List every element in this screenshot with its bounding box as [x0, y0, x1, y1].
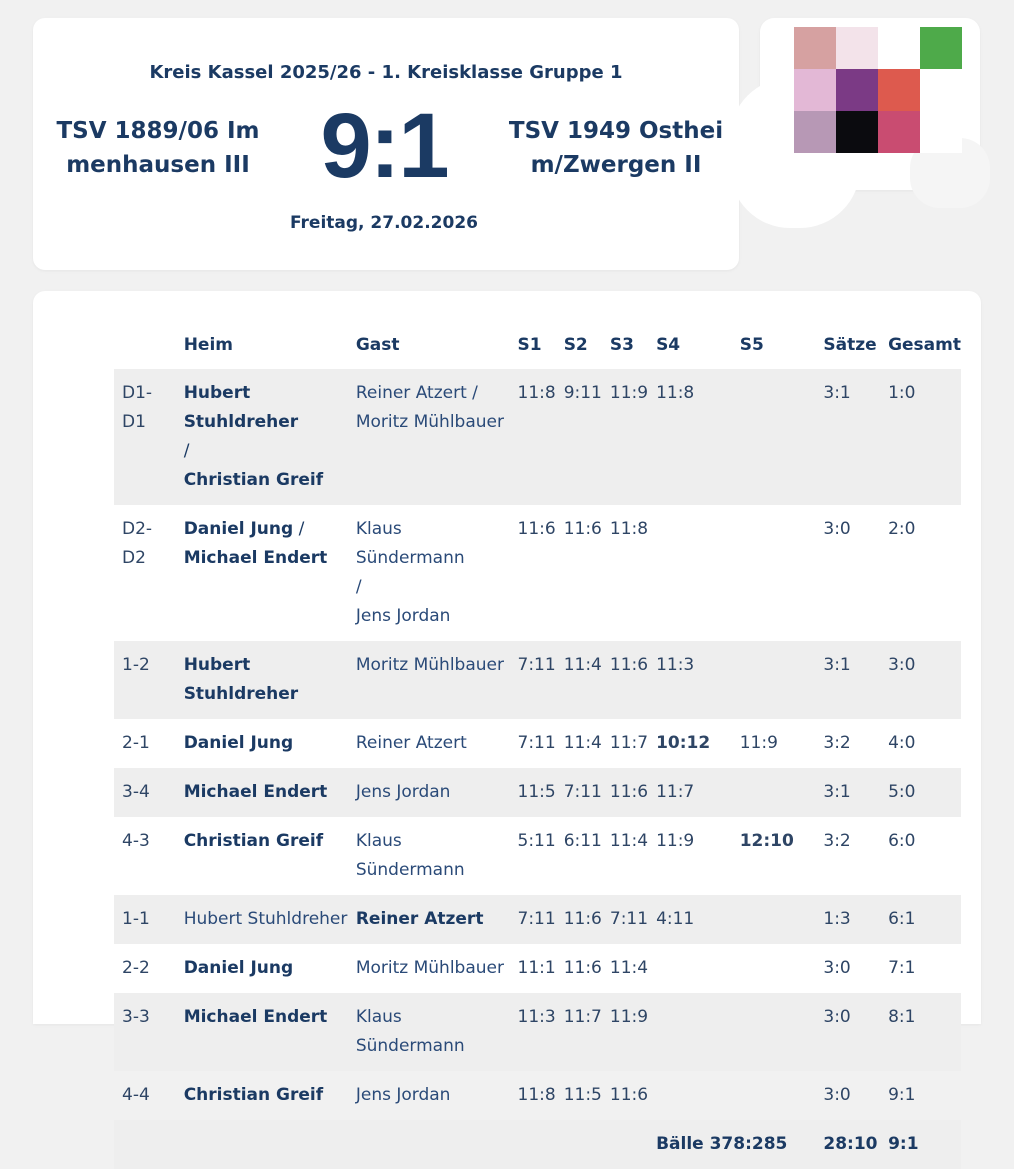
match-code-line: D2 — [122, 548, 146, 568]
logo-cell — [878, 27, 920, 69]
home-player-link[interactable]: Michael Endert — [176, 768, 348, 817]
table-row — [114, 944, 961, 993]
home-player-link[interactable]: Christian Greif — [183, 831, 324, 851]
match-code — [114, 505, 176, 641]
sets-result: 1:3 — [815, 895, 880, 944]
logo-cell — [878, 69, 920, 111]
logo-cell — [920, 69, 962, 111]
running-total: 2:0 — [888, 519, 916, 539]
set-score-s5 — [732, 768, 816, 817]
match-code: 2-1 — [122, 733, 150, 753]
home-players — [176, 505, 348, 641]
sets-result: 3:1 — [815, 768, 880, 817]
set-score-s2: 11:4 — [563, 733, 602, 753]
guest-player-link[interactable]: Klaus Sündermann — [355, 831, 465, 880]
running-total: 6:1 — [880, 895, 961, 944]
home-players — [176, 369, 348, 505]
guest-player-link[interactable]: Jens Jordan — [348, 768, 510, 817]
set-score-s5 — [732, 944, 816, 993]
set-score-s5 — [732, 505, 816, 641]
match-code: 3-3 — [114, 993, 176, 1071]
table-row — [114, 817, 961, 895]
guest-player-link[interactable]: Reiner Atzert — [348, 895, 510, 944]
set-score-s5: 12:10 — [739, 831, 794, 851]
club-logo-card — [760, 18, 980, 190]
guest-player-link[interactable]: Klaus Sündermann — [348, 993, 510, 1071]
column-header-s2: S2 — [563, 335, 588, 355]
table-row — [114, 369, 961, 505]
running-total: 8:1 — [880, 993, 961, 1071]
set-score-s4 — [648, 944, 732, 993]
table-row — [114, 768, 961, 817]
home-player-link[interactable]: Daniel Jung — [183, 958, 294, 978]
home-player-link[interactable]: Christian Greif — [183, 470, 324, 490]
column-header-s4: S4 — [656, 335, 681, 355]
guest-player-link[interactable]: Jens Jordan — [355, 606, 451, 626]
match-code: 3-4 — [114, 768, 176, 817]
set-score-s1: 11:8 — [517, 1085, 556, 1105]
sets-result: 3:0 — [815, 993, 880, 1071]
table-footer-row — [114, 1120, 961, 1169]
match-code: 1-2 — [114, 641, 176, 719]
set-score-s3: 11:7 — [609, 733, 649, 753]
match-code-line: D2- — [122, 519, 153, 539]
match-score: 9:1 — [320, 95, 448, 197]
set-score-s1: 7:11 — [517, 733, 556, 753]
set-score-s4 — [648, 1071, 732, 1120]
set-score-s3: 11:6 — [602, 768, 648, 817]
table-row — [114, 641, 961, 719]
total-balls: Bälle 378:285 — [648, 1120, 815, 1169]
player-separator: / — [355, 577, 362, 597]
match-code: 4-3 — [122, 831, 150, 851]
column-header-s3: S3 — [609, 335, 634, 355]
player-separator: / — [183, 441, 190, 461]
sets-result: 3:1 — [815, 369, 880, 505]
table-row — [114, 505, 961, 641]
set-score-s2: 11:7 — [556, 993, 602, 1071]
guest-player-link[interactable]: Moritz Mühlbauer — [355, 958, 504, 978]
set-score-s3: 11:9 — [602, 993, 648, 1071]
running-total: 9:1 — [888, 1085, 916, 1105]
set-score-s1: 7:11 — [510, 641, 556, 719]
set-score-s4: 11:9 — [656, 831, 695, 851]
match-code: 4-4 — [122, 1085, 150, 1105]
set-score-s3: 11:6 — [602, 641, 648, 719]
set-score-s5 — [732, 641, 816, 719]
logo-cell — [920, 27, 962, 69]
table-row — [114, 1071, 961, 1120]
guest-player-link[interactable]: Klaus Sündermann — [355, 519, 465, 568]
sets-result: 3:2 — [823, 733, 851, 753]
table-row — [114, 993, 961, 1071]
home-player-link[interactable]: Daniel Jung — [183, 733, 294, 753]
set-score-s3: 11:6 — [609, 1085, 649, 1105]
total-sets: 28:10 — [815, 1120, 880, 1169]
home-player-link[interactable]: Daniel Jung — [183, 519, 294, 539]
set-score-s4: 4:11 — [648, 895, 732, 944]
set-score-s1: 11:1 — [517, 958, 556, 978]
league-title: Kreis Kassel 2025/26 - 1. Kreisklasse Gruppe 1 — [149, 62, 623, 83]
running-total: 4:0 — [888, 733, 916, 753]
running-total: 5:0 — [880, 768, 961, 817]
table-header-row — [114, 321, 961, 369]
set-score-s1: 11:5 — [510, 768, 556, 817]
set-score-s4: 11:8 — [648, 369, 732, 505]
sets-result: 3:1 — [815, 641, 880, 719]
set-score-s5 — [732, 1071, 816, 1120]
home-player-link[interactable]: Hubert Stuhldreher — [183, 383, 299, 432]
set-score-s4 — [648, 993, 732, 1071]
set-score-s3: 7:11 — [602, 895, 648, 944]
column-header-gesamt: Gesamt — [888, 335, 961, 355]
home-team-line2: menhausen III — [66, 152, 250, 178]
guest-player-link[interactable]: Reiner Atzert — [355, 733, 467, 753]
sets-result: 3:0 — [823, 958, 851, 978]
set-score-s3: 11:9 — [602, 369, 648, 505]
logo-cell — [878, 111, 920, 153]
column-header-s1: S1 — [517, 335, 542, 355]
home-player-link[interactable]: Michael Endert — [176, 993, 348, 1071]
sets-result: 3:0 — [823, 519, 851, 539]
set-score-s2: 9:11 — [556, 369, 602, 505]
set-score-s1: 11:6 — [517, 519, 556, 539]
away-team-line1: TSV 1949 Osthei — [508, 118, 724, 144]
guest-player-link[interactable]: Reiner Atzert / — [355, 383, 478, 403]
home-player-link[interactable]: Hubert Stuhldreher — [176, 895, 348, 944]
guest-players — [348, 505, 510, 641]
set-score-s5 — [732, 369, 816, 505]
set-score-s2: 11:5 — [563, 1085, 602, 1105]
match-code: D1-D1 — [114, 369, 176, 505]
column-header-s5: S5 — [739, 335, 764, 355]
guest-player-link[interactable]: Jens Jordan — [355, 1085, 451, 1105]
running-total: 1:0 — [880, 369, 961, 505]
home-team-name[interactable] — [33, 114, 283, 182]
sets-result: 3:2 — [823, 831, 851, 851]
set-score-s5 — [732, 993, 816, 1071]
match-code: 2-2 — [122, 958, 150, 978]
set-score-s4: 11:3 — [648, 641, 732, 719]
set-score-s3: 11:8 — [609, 519, 649, 539]
set-score-s4: 10:12 — [656, 733, 711, 753]
sets-result: 3:0 — [823, 1085, 851, 1105]
set-score-s2: 11:6 — [563, 519, 602, 539]
match-code: 1-1 — [114, 895, 176, 944]
table-row — [114, 895, 961, 944]
footer-spacer — [114, 1120, 648, 1169]
set-score-s1: 5:11 — [517, 831, 556, 851]
logo-cell — [794, 27, 836, 69]
guest-player-link[interactable]: Moritz Mühlbauer — [348, 641, 510, 719]
running-total: 6:0 — [888, 831, 916, 851]
column-header-saetze: Sätze — [823, 335, 877, 355]
player-separator: / — [293, 519, 305, 539]
set-score-s1: 11:3 — [510, 993, 556, 1071]
logo-cell — [920, 111, 962, 153]
set-score-s4: 11:7 — [648, 768, 732, 817]
set-score-s3: 11:4 — [609, 831, 649, 851]
column-header-gast: Gast — [355, 335, 400, 355]
column-header-heim: Heim — [183, 335, 233, 355]
total-result: 9:1 — [880, 1120, 961, 1169]
home-player-link[interactable]: Hubert Stuhldreher — [176, 641, 348, 719]
set-score-s2: 11:4 — [556, 641, 602, 719]
table-row — [114, 719, 961, 768]
logo-cell — [836, 27, 878, 69]
set-score-s5: 11:9 — [739, 733, 778, 753]
logo-cell — [794, 111, 836, 153]
set-score-s3: 11:4 — [609, 958, 649, 978]
logo-cell — [794, 69, 836, 111]
logo-cell — [836, 69, 878, 111]
set-score-s2: 7:11 — [556, 768, 602, 817]
away-team-line2: m/Zwergen II — [530, 152, 702, 178]
away-team-name[interactable] — [491, 114, 741, 182]
match-header-card — [33, 18, 739, 270]
match-date: Freitag, 27.02.2026 — [290, 213, 478, 233]
set-score-s2: 6:11 — [563, 831, 602, 851]
set-score-s1: 7:11 — [510, 895, 556, 944]
home-player-link[interactable]: Christian Greif — [183, 1085, 324, 1105]
set-score-s1: 11:8 — [510, 369, 556, 505]
set-score-s4 — [648, 505, 732, 641]
set-score-s2: 11:6 — [563, 958, 602, 978]
column-header-code — [114, 321, 176, 369]
match-results-table — [114, 321, 961, 1169]
home-player-link[interactable]: Michael Endert — [183, 548, 328, 568]
set-score-s2: 11:6 — [556, 895, 602, 944]
running-total: 3:0 — [880, 641, 961, 719]
match-details-card — [33, 291, 981, 1154]
home-team-line1: TSV 1889/06 Im — [56, 118, 260, 144]
set-score-s5 — [732, 895, 816, 944]
guest-player-link[interactable]: Moritz Mühlbauer — [355, 412, 504, 432]
logo-cell — [836, 111, 878, 153]
running-total: 7:1 — [888, 958, 916, 978]
club-logo-icon — [794, 27, 962, 153]
guest-players — [348, 369, 510, 505]
